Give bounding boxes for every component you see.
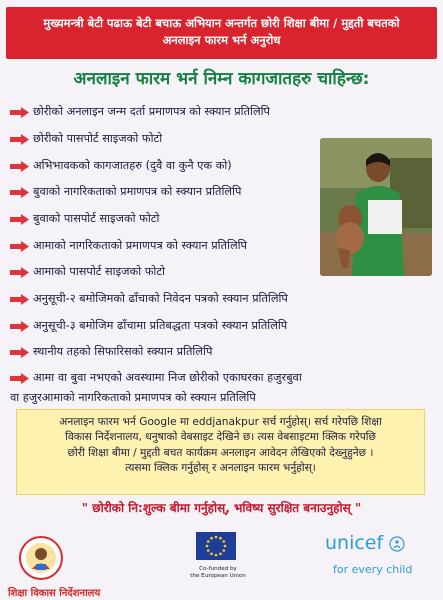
- banner-line-1: मुख्यमन्त्री बेटी पढाऊ बेटी बचाऊ अभियान अन्तर्गत छोरी शिक्षा बीमा / मुद्दती बचतको: [43, 16, 400, 30]
- eu-line-2: the European Union: [190, 573, 246, 579]
- document-item: [10, 319, 287, 333]
- instructions-line-3: छोरी शिक्षा बीमा / मुद्दती बचत कार्यक्रम अनलाइन आवेदन लेखिएको देख्नुहुनेछ ।: [67, 446, 374, 459]
- document-item: [10, 185, 241, 199]
- document-item-label: आमाको नागरिकताको प्रमाणपत्र को स्क्यान प्रतिलिपि: [33, 239, 247, 252]
- arrow-icon: [10, 267, 29, 278]
- document-item: [10, 345, 212, 359]
- last-item-line-1: आमा वा बुवा नभएको अवस्थामा निज छोरीको एकाघरका हजुरबुवा: [33, 371, 302, 384]
- document-item-label: [10, 371, 302, 405]
- document-item-label: बुवाको नागरिकताको प्रमाणपत्र को स्क्यान प्रतिलिपि: [33, 185, 242, 198]
- arrow-icon: [10, 373, 29, 384]
- document-item: [10, 292, 288, 306]
- document-item-label: स्थानीय तहको सिफारिसको स्क्यान प्रतिलिपि: [33, 345, 213, 358]
- arrow-icon: [10, 187, 29, 198]
- instructions-line-4: त्यसमा क्लिक गर्नुहोस् र अनलाइन फारम भर्नुहोस्।: [125, 461, 316, 474]
- document-item: [10, 105, 270, 119]
- document-item-label: अभिभावकको कागजातहरु (दुवै वा कुनै एक को): [33, 159, 232, 172]
- document-item: [10, 212, 159, 226]
- arrow-icon: [10, 161, 29, 172]
- document-item: [10, 239, 247, 253]
- arrow-icon: [10, 134, 29, 145]
- document-item: [10, 371, 302, 405]
- arrow-icon: [10, 214, 29, 225]
- document-item: [10, 265, 165, 279]
- mother-and-child-photo: [320, 138, 432, 276]
- instructions-line-1: अनलाइन फारम भर्न Google मा eddjanakpur सर्च गर्नुहोस्। सर्च गरेपछि शिक्षा: [59, 416, 382, 428]
- instructions-line-2: विकास निर्देशनालय, धनुषाको वेबसाइट देखिने छ। त्यस वेबसाइटमा क्लिक गरेपछि: [65, 431, 376, 444]
- title-banner: [6, 7, 437, 59]
- document-item-label: छोरीको पासपोर्ट साइजको फोटो: [33, 132, 163, 145]
- arrow-icon: [10, 107, 29, 118]
- footer-logos: [0, 518, 443, 600]
- eu-cofunded-label: [172, 566, 264, 580]
- arrow-icon: [10, 294, 29, 305]
- document-item-label: आमाको पासपोर्ट साइजको फोटो: [33, 265, 165, 278]
- arrow-icon: [10, 321, 29, 332]
- eu-line-1: Co-funded by: [199, 566, 237, 572]
- arrow-icon: [10, 347, 29, 358]
- document-item-label: छोरीको अनलाइन जन्म दर्ता प्रमाणपत्र को स्क्यान प्रतिलिपि: [33, 105, 270, 118]
- cehrd-logo-icon: [19, 536, 63, 580]
- slogan: " छोरीको नि:शुल्क बीमा गर्नुहोस्, भविष्य सुरक्षित बनाउनुहोस् ": [81, 501, 362, 515]
- unicef-emblem-icon: [389, 536, 405, 552]
- arrow-icon: [10, 241, 29, 252]
- cehrd-label: शिक्षा विकास निर्देशनालय: [8, 588, 101, 599]
- unicef-tagline: for every child: [333, 563, 413, 576]
- documents-heading: अनलाइन फारम भर्न निम्न कागजातहरु चाहिन्छ:: [73, 69, 370, 89]
- instructions-box: [16, 409, 425, 495]
- banner-line-2: अनलाइन फारम भर्न अनुरोध: [162, 33, 281, 47]
- document-item-label: अनुसूची-३ बमोजिम ढाँचामा प्रतिबद्धता पत्रको स्क्यान प्रतिलिपि: [33, 319, 288, 332]
- eu-flag-icon: [196, 532, 236, 560]
- unicef-wordmark: unicef: [325, 532, 384, 554]
- last-item-line-2: वा हजुरआमाको नागरिकताको प्रमाणपत्र को स्क्यान प्रतिलिपि: [10, 391, 256, 404]
- document-item-label: अनुसूची-२ बमोजिमको ढाँचाको निवेदन पत्रको स्क्यान प्रतिलिपि: [33, 292, 288, 305]
- document-item: [10, 132, 162, 146]
- document-item: [10, 159, 232, 173]
- document-item-label: बुवाको पासपोर्ट साइजको फोटो: [33, 212, 160, 225]
